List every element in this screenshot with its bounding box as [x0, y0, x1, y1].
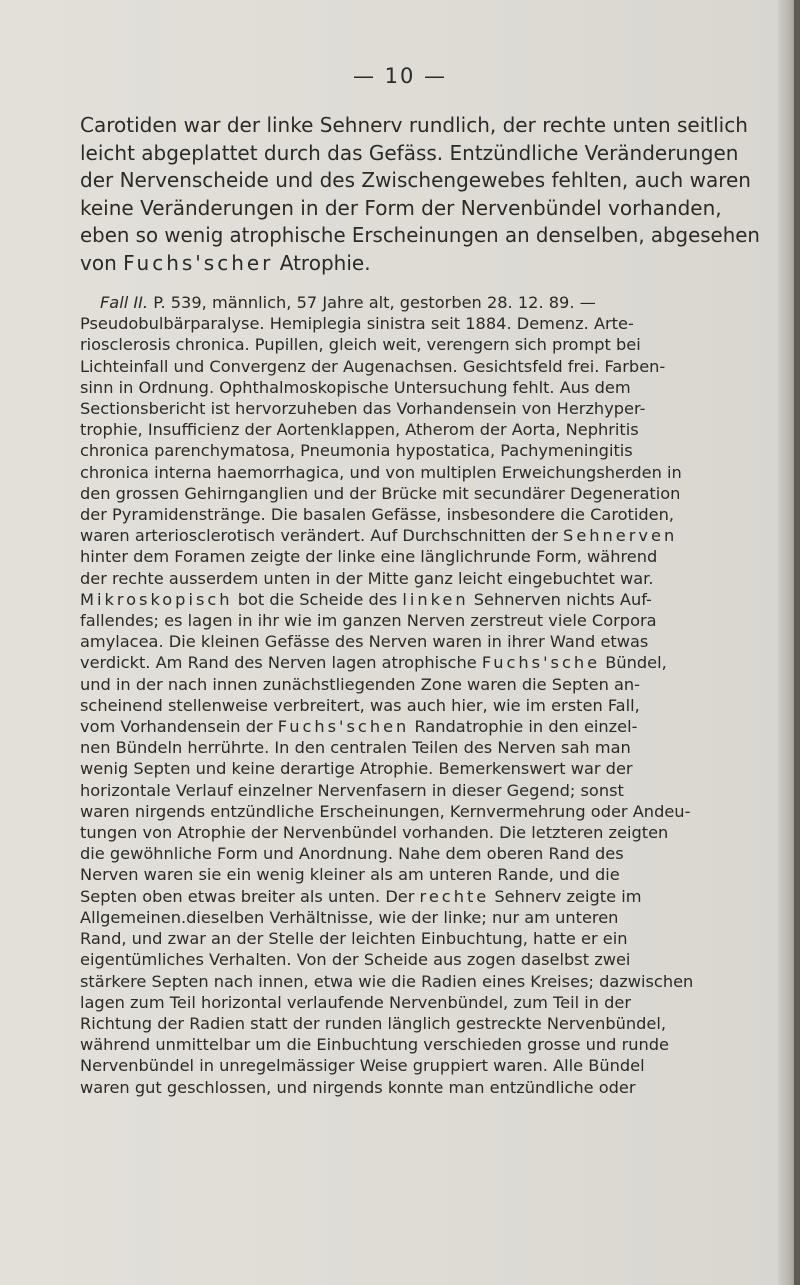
text-fragment: vom Vorhandensein der [80, 717, 278, 737]
text-line: Sectionsbericht ist hervorzuheben das Vorhandensein von Herzhyper- [80, 399, 646, 419]
case-heading-line [80, 292, 760, 313]
text-line: Allgemeinen.dieselben Verhältnisse, wie der linke; nur am unteren [80, 907, 619, 927]
text-line: chronica interna haemorrhagica, und von multiplen Erweichungsherden in [80, 462, 682, 482]
text-line: stärkere Septen nach innen, etwa wie die Radien eines Kreises; dazwischen [80, 971, 694, 991]
text-line: Pseudobulbärparalyse. Hemiplegia sinistra seit 1884. Demenz. Arte- [80, 314, 634, 334]
text-fragment: Bündel, [600, 653, 667, 673]
text-line: horizontale Verlauf einzelner Nervenfasern in dieser Gegend; sonst [80, 780, 624, 800]
text-fragment: Sehnerven nichts Auf- [468, 589, 652, 609]
text-line: waren gut geschlossen, und nirgends konnte man entzündliche oder [80, 1077, 636, 1097]
text-line: Nervenbündel in unregelmässiger Weise gruppiert waren. Alle Bündel [80, 1056, 645, 1076]
text-line: hinter dem Foramen zeigte der linke eine länglichrunde Form, während [80, 547, 658, 567]
text-line: der Nervenscheide und des Zwischengewebes fehlten, auch waren [80, 168, 751, 192]
text-line: Nerven waren sie ein wenig kleiner als am unteren Rande, und die [80, 865, 620, 885]
text-line: waren nirgends entzündliche Erscheinungen, Kernvermehrung oder Andeu- [80, 801, 691, 821]
text-line: scheinend stellenweise verbreitert, was auch hier, wie im ersten Fall, [80, 695, 640, 715]
text-line: keine Veränderungen in der Form der Nervenbündel vorhanden, [80, 195, 722, 220]
text-line [80, 250, 760, 278]
text-line: lagen zum Teil horizontal verlaufende Nervenbündel, zum Teil in der [80, 992, 632, 1012]
text-fragment: Septen oben etwas breiter als unten. Der [80, 886, 420, 906]
author-name-fuchs: Fuchs'schen [277, 717, 410, 737]
text-line: eigentümliches Verhalten. Von der Scheide aus zogen daselbst zwei [80, 950, 631, 970]
spaced-word: linken [402, 589, 469, 609]
text-line: Richtung der Radien statt der runden länglich gestreckte Nervenbündel, [80, 1013, 667, 1033]
text-fragment: P. 539, männlich, 57 Jahre alt, gestorben 28. 12. 89. — [148, 293, 596, 312]
text-line: fallendes; es lagen in ihr wie im ganzen Nerven zerstreut viele Corpora [80, 611, 657, 631]
text-line: während unmittelbar um die Einbuchtung verschieden grosse und runde [80, 1035, 669, 1055]
page-number: — 10 — [352, 64, 448, 88]
text-line: riosclerosis chronica. Pupillen, gleich weit, verengern sich prompt bei [80, 335, 641, 355]
text-fragment: von [80, 250, 124, 275]
author-name-fuchs: Fuchs'sche [481, 653, 601, 673]
intro-paragraph [80, 112, 760, 277]
case-paragraph [80, 292, 760, 1098]
text-fragment: Sehnerv zeigte im [489, 886, 642, 906]
text-fragment: Randatrophie in den einzel- [409, 717, 638, 737]
text-line [80, 716, 760, 737]
page-edge-binding [794, 0, 800, 1285]
text-fragment: Atrophie. [273, 250, 371, 275]
text-line: Lichteinfall und Convergenz der Augenachsen. Gesichtsfeld frei. Farben- [80, 356, 666, 376]
spaced-word: Mikroskopisch [80, 589, 233, 609]
text-line [80, 525, 760, 546]
text-fragment: waren arteriosclerotisch verändert. Auf Durchschnitten der [80, 526, 564, 546]
text-line: chronica parenchymatosa, Pneumonia hypostatica, Pachymeningitis [80, 441, 633, 461]
text-line: den grossen Gehirnganglien und der Brücke mit secundärer Degeneration [80, 483, 681, 503]
text-line: der Pyramidenstränge. Die basalen Gefässe, insbesondere die Carotiden, [80, 505, 675, 525]
text-line: der rechte ausserdem unten in der Mitte ganz leicht eingebuchtet war. [80, 568, 654, 588]
text-line: tungen von Atrophie der Nervenbündel vorhanden. Die letzteren zeigten [80, 823, 669, 843]
text-fragment: bot die Scheide des [232, 589, 403, 609]
case-label: Fall II. [100, 293, 149, 312]
text-line: nen Bündeln herrührte. In den centralen Teilen des Nerven sah man [80, 738, 631, 758]
text-line: eben so wenig atrophische Erscheinungen an denselben, abgesehen [80, 223, 760, 247]
text-line: wenig Septen und keine derartige Atrophie. Bemerkenswert war der [80, 759, 633, 779]
text-line [80, 886, 760, 907]
text-line [80, 589, 760, 610]
spaced-word: rechte [419, 886, 490, 906]
spaced-word: Sehnerven [563, 526, 678, 546]
text-line: trophie, Insufficienz der Aortenklappen, Atherom der Aorta, Nephritis [80, 420, 639, 440]
text-line: und in der nach innen zunächstliegenden Zone waren die Septen an- [80, 674, 641, 694]
author-name-fuchs: Fuchs'scher [123, 250, 274, 275]
text-line: sinn in Ordnung. Ophthalmoskopische Untersuchung fehlt. Aus dem [80, 377, 631, 397]
text-line: Rand, und zwar an der Stelle der leichten Einbuchtung, hatte er ein [80, 929, 628, 949]
text-line: Carotiden war der linke Sehnerv rundlich, der rechte unten seitlich [80, 113, 748, 137]
text-line: die gewöhnliche Form und Anordnung. Nahe dem oberen Rand des [80, 844, 624, 864]
text-line: amylacea. Die kleinen Gefässe des Nerven waren in ihrer Wand etwas [80, 632, 649, 652]
text-line: leicht abgeplattet durch das Gefäss. Entzündliche Veränderungen [80, 140, 739, 165]
text-fragment: verdickt. Am Rand des Nerven lagen atrophische [80, 653, 482, 673]
text-line [80, 652, 760, 673]
